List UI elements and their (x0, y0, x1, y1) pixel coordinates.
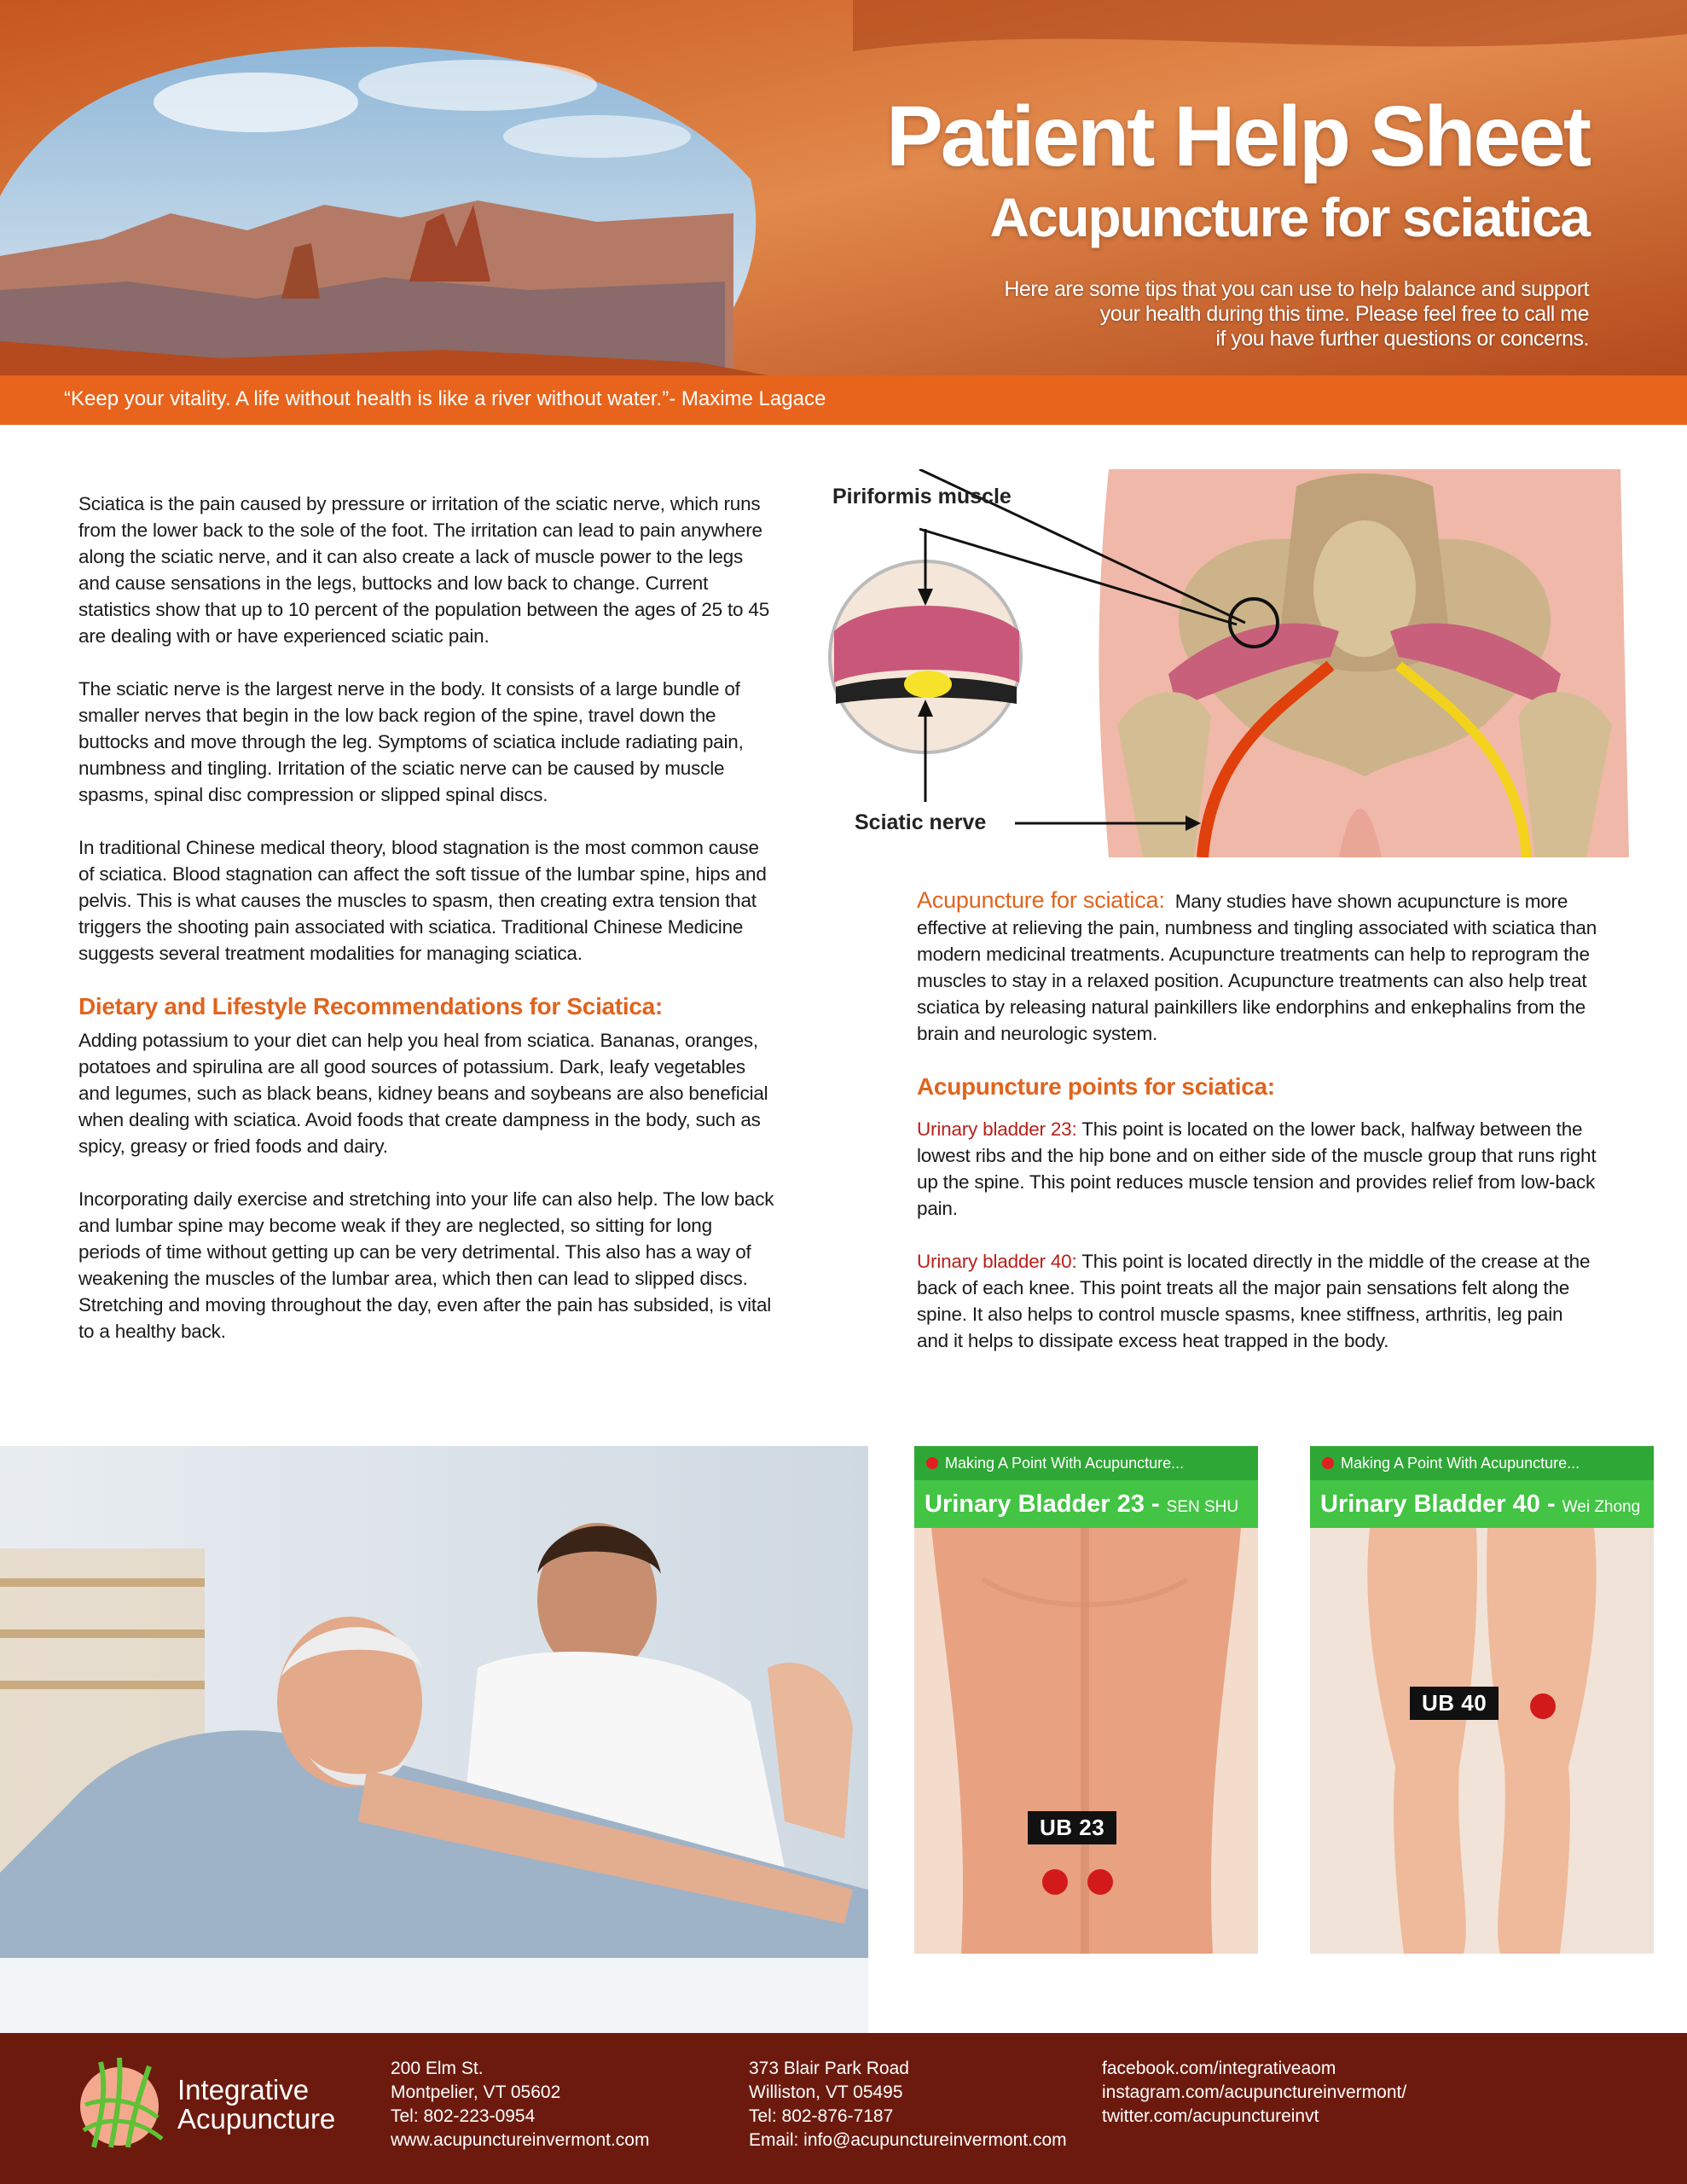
legs-image (1310, 1528, 1654, 1954)
website-link[interactable]: www.acupunctureinvermont.com (391, 2130, 650, 2150)
williston-office (749, 2057, 1067, 2152)
brand-name (177, 2076, 335, 2134)
footer (0, 2033, 1687, 2184)
intro-line: your health during this time. Please feel free to call me (1099, 302, 1589, 326)
point-text: This point is located directly in the middle of the crease at the back of each knee. This point treats all the major pain sensations felt along the spine. It also helps to control muscle spasms, knee stiffness, arthritis, leg pain and it helps to dissipate excess heat trapped in the body. (917, 1251, 1591, 1351)
tcm-paragraph: In traditional Chinese medical theory, blood stagnation is the most common cause of sciatica. Blood stagnation can affect the soft tissue of the lumbar spine, hips and pelvis. This is what causes the muscles to spasm, then creating extra tension that triggers the shooting pain associated with sciatica. Traditional Chinese Medicine suggests several treatment modalities for managing sciatica. (78, 837, 767, 964)
point-label: Urinary bladder 40: (917, 1251, 1077, 1272)
city-line: Montpelier, VT 05602 (391, 2082, 561, 2102)
pelvis-illustration (819, 469, 1638, 857)
social-links (1102, 2057, 1406, 2129)
card-banner-text: Making A Point With Acupuncture... (1341, 1455, 1580, 1472)
therapy-session-photo (0, 1446, 868, 2033)
phone-line[interactable]: Tel: 802-876-7187 (749, 2106, 894, 2126)
montpelier-office (391, 2057, 649, 2152)
page-title: Patient Help Sheet (886, 89, 1589, 184)
ub40-point (1530, 1693, 1556, 1719)
intro-text (886, 277, 1589, 351)
acupuncture-paragraph (917, 887, 1599, 1047)
nerve-paragraph: The sciatic nerve is the largest nerve in the body. It consists of a large bundle of smaller nerves that begin in the low back region of the spine, travel down the buttocks and move through the leg. Symptoms of sciatica include radiating pain, numbness and tingling. Irritation of the sciatic nerve can be caused by muscle spasms, spinal disc compression or slipped spinal discs. (78, 678, 744, 805)
points-heading: Acupuncture points for sciatica: (917, 1073, 1275, 1100)
point-text: This point is located on the lower back, halfway between the lowest ribs and the hip bone and on either side of the muscle group that runs right up the spine. This point reduces muscle tension and provides relief from low-back pain. (917, 1118, 1597, 1219)
title-block (886, 90, 1589, 351)
red-dot-icon (1322, 1457, 1334, 1469)
phone-line[interactable]: Tel: 802-223-0954 (391, 2106, 536, 2126)
brand-line: Acupuncture (177, 2103, 336, 2135)
ub23-badge: UB 23 (1028, 1811, 1116, 1844)
quote-bar (0, 375, 1687, 425)
address-line: 373 Blair Park Road (749, 2059, 909, 2078)
facebook-link[interactable]: facebook.com/integrativeaom (1102, 2059, 1336, 2078)
back-image (914, 1528, 1258, 1954)
intro-line: if you have further questions or concerns. (1215, 327, 1589, 351)
intro-paragraph: Sciatica is the pain caused by pressure or irritation of the sciatic nerve, which runs from the lower back to the sole of the foot. The irritation can lead to pain anywhere along the sciatic nerve, and it can also create a lack of muscle power to the legs and cause sensations in the legs, buttocks and low back to change. Current statistics show that up to 10 percent of the population between the ages of 25 to 45 are dealing with or have experienced sciatic pain. (78, 493, 770, 647)
intro-line: Here are some tips that you can use to help balance and support (1004, 277, 1589, 301)
card-title (914, 1480, 1258, 1528)
acupuncture-text: Many studies have shown acupuncture is more effective at relieving the pain, numbness and tingling associated with sciatica than modern medicinal treatments. Acupuncture treatments can help to reprogram the muscles to stay in a relaxed position. Acupuncture treatments can also help treat sciatica by releasing natural painkillers like endorphins and enkephalins from the brain and neurologic system. (917, 891, 1597, 1044)
red-dot-icon (926, 1457, 938, 1469)
twitter-link[interactable]: twitter.com/acupunctureinvt (1102, 2106, 1319, 2126)
address-line: 200 Elm St. (391, 2059, 484, 2078)
ub40-badge: UB 40 (1410, 1687, 1499, 1720)
sciatica-anatomy-illustration (819, 469, 1638, 857)
exercise-paragraph: Incorporating daily exercise and stretching into your life can also help. The low back and lumbar spine may become weak if they are neglected, so sitting for long periods of time without getting up can be very detrimental. This also has a way of weakening the muscles of the lumbar area, which then can lead to slipped discs. Stretching and moving throughout the day, even after the pain has subsided, is vital to a healthy back. (78, 1188, 774, 1342)
dietary-heading: Dietary and Lifestyle Recommendations for Sciatica: (78, 993, 663, 1019)
therapist-patient-image (0, 1446, 868, 2033)
acupuncture-heading: Acupuncture for sciatica: (917, 887, 1165, 913)
piriformis-muscle-label: Piriformis muscle (832, 485, 1012, 508)
card-title-text: Urinary Bladder 40 - (1320, 1490, 1562, 1518)
city-line: Williston, VT 05495 (749, 2082, 903, 2102)
point-item (917, 1116, 1599, 1222)
left-column (78, 491, 778, 1371)
page-subtitle: Acupuncture for sciatica (989, 187, 1589, 248)
email-link[interactable]: Email: info@acupunctureinvermont.com (749, 2130, 1067, 2150)
instagram-link[interactable]: instagram.com/acupunctureinvermont/ (1102, 2082, 1407, 2102)
right-column (917, 887, 1599, 1380)
dietary-paragraph: Adding potassium to your diet can help you heal from sciatica. Bananas, oranges, potatoes and spirulina are all good sources of potassium. Dark, leafy vegetables and legumes, such as black beans, kidney beans and soybeans are also beneficial when dealing with sciatica. Avoid foods that create dampness in the body, such as spicy, greasy or fried foods and dairy. (78, 1030, 768, 1157)
card-title-text: Urinary Bladder 23 - (925, 1490, 1167, 1518)
card-title-small: SEN SHU (1166, 1498, 1239, 1516)
sciatic-nerve-label: Sciatic nerve (855, 810, 987, 834)
ub23-point-right (1087, 1869, 1113, 1895)
point-label: Urinary bladder 23: (917, 1118, 1077, 1140)
card-banner (1310, 1446, 1654, 1480)
card-banner-text: Making A Point With Acupuncture... (945, 1455, 1185, 1472)
card-title (1310, 1480, 1654, 1528)
brand-line: Integrative (177, 2074, 310, 2106)
integrative-acupuncture-logo (68, 2053, 171, 2156)
ub23-card (914, 1446, 1258, 1954)
card-title-small: Wei Zhong (1562, 1498, 1641, 1516)
card-banner (914, 1446, 1258, 1480)
ub40-card (1310, 1446, 1654, 1954)
quote-text: “Keep your vitality. A life without health is like a river without water.”- Maxime Lagace (64, 387, 826, 410)
point-item (917, 1248, 1599, 1354)
ub23-point-left (1042, 1869, 1068, 1895)
header-banner (0, 0, 1687, 375)
